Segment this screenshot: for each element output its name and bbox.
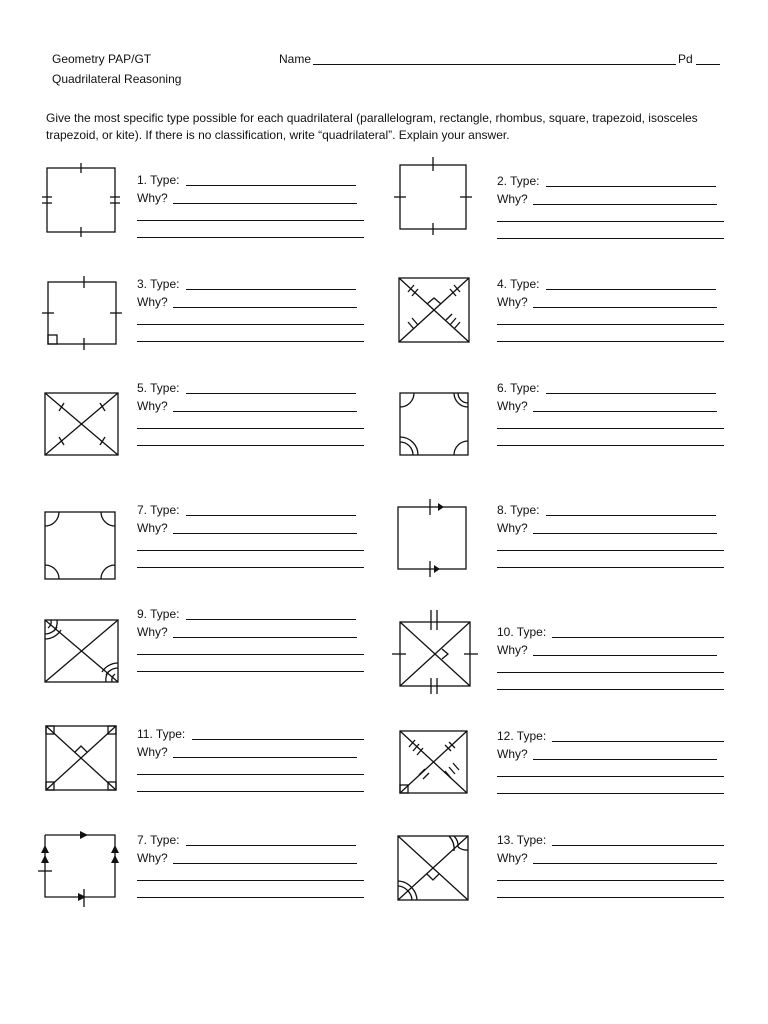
course-title: Geometry PAP/GT [52,52,152,66]
explanation-line[interactable] [497,880,724,881]
name-label: Name [279,52,312,66]
explanation-line[interactable] [497,221,724,222]
explanation-line[interactable] [497,324,724,325]
problem-11 [137,727,367,797]
why-answer-line[interactable] [533,759,717,760]
explanation-line[interactable] [497,793,724,794]
type-label: 6. Type: [497,381,540,395]
explanation-line[interactable] [497,672,724,673]
explanation-line[interactable] [137,445,364,446]
type-answer-line[interactable] [546,393,716,394]
figure-9-quadrilateral [40,612,130,692]
period-label: Pd [678,52,693,66]
why-label: Why? [137,295,168,309]
type-label: 10. Type: [497,625,547,639]
why-answer-line[interactable] [173,203,357,204]
figure-10-quadrilateral [392,608,482,698]
why-label: Why? [137,191,168,205]
why-answer-line[interactable] [533,307,717,308]
why-answer-line[interactable] [173,411,357,412]
type-label: 1. Type: [137,173,180,187]
type-label: 7. Type: [137,833,180,847]
explanation-line[interactable] [137,567,364,568]
why-label: Why? [497,521,528,535]
figure-5-quadrilateral [40,385,130,465]
problem-9 [137,607,367,677]
explanation-line[interactable] [497,567,724,568]
explanation-line[interactable] [497,689,724,690]
why-answer-line[interactable] [533,863,717,864]
type-label: 3. Type: [137,277,180,291]
type-label: 13. Type: [497,833,547,847]
why-label: Why? [137,521,168,535]
problem-2 [497,174,727,244]
explanation-line[interactable] [137,550,364,551]
figure-13-quadrilateral [392,830,482,910]
why-answer-line[interactable] [173,307,357,308]
instructions: Give the most specific type possible for each quadrilateral (parallelogram, rectangle, rhombus, square, trapezoid, isosceles trapezoid, or kite). If there is no classification, write “quadrilateral”. Explain your answer. [46,111,698,142]
figure-7b-quadrilateral [36,825,126,910]
type-answer-line[interactable] [546,515,716,516]
why-answer-line[interactable] [533,411,717,412]
explanation-line[interactable] [137,237,364,238]
why-answer-line[interactable] [533,204,717,205]
explanation-line[interactable] [137,220,364,221]
type-answer-line[interactable] [552,741,724,742]
why-answer-line[interactable] [173,637,357,638]
explanation-line[interactable] [137,654,364,655]
explanation-line[interactable] [137,428,364,429]
why-answer-line[interactable] [533,533,717,534]
figure-6-quadrilateral [392,385,482,465]
problem-6 [497,381,727,451]
why-label: Why? [497,192,528,206]
type-label: 4. Type: [497,277,540,291]
problem-12 [497,729,727,799]
why-label: Why? [497,747,528,761]
type-label: 2. Type: [497,174,540,188]
explanation-line[interactable] [137,671,364,672]
problem-5 [137,381,367,451]
explanation-line[interactable] [497,776,724,777]
type-answer-line[interactable] [186,845,356,846]
period-field[interactable] [696,64,720,65]
explanation-line[interactable] [137,774,364,775]
why-label: Why? [137,399,168,413]
type-answer-line[interactable] [186,619,356,620]
worksheet-subtitle: Quadrilateral Reasoning [52,72,182,86]
type-answer-line[interactable] [552,845,724,846]
explanation-line[interactable] [137,324,364,325]
explanation-line[interactable] [497,897,724,898]
figure-4-quadrilateral [392,272,482,352]
type-label: 8. Type: [497,503,540,517]
type-answer-line[interactable] [552,637,724,638]
problem-13 [497,833,727,903]
type-label: 7. Type: [137,503,180,517]
figure-2-quadrilateral [392,155,482,240]
name-field[interactable] [313,64,676,65]
why-answer-line[interactable] [173,863,357,864]
why-label: Why? [137,625,168,639]
explanation-line[interactable] [497,428,724,429]
why-label: Why? [497,399,528,413]
type-answer-line[interactable] [186,289,356,290]
why-label: Why? [137,851,168,865]
figure-12-quadrilateral [395,725,475,800]
explanation-line[interactable] [137,791,364,792]
type-answer-line[interactable] [546,186,716,187]
type-label: 9. Type: [137,607,180,621]
why-answer-line[interactable] [533,655,717,656]
why-answer-line[interactable] [173,757,357,758]
explanation-line[interactable] [497,238,724,239]
why-label: Why? [497,851,528,865]
explanation-line[interactable] [497,445,724,446]
figure-3-quadrilateral [40,272,130,352]
problem-7 [137,503,367,573]
figure-11-quadrilateral [40,720,130,800]
problem-10 [497,625,727,695]
explanation-line[interactable] [137,897,364,898]
type-label: 5. Type: [137,381,180,395]
type-answer-line[interactable] [186,393,356,394]
problem-1 [137,173,367,243]
figure-7-quadrilateral [40,505,130,585]
why-answer-line[interactable] [173,533,357,534]
why-label: Why? [137,745,168,759]
problem-3 [137,277,367,347]
type-label: 12. Type: [497,729,547,743]
explanation-line[interactable] [137,880,364,881]
explanation-line[interactable] [137,341,364,342]
problem-4 [497,277,727,347]
explanation-line[interactable] [497,550,724,551]
problem-8 [497,503,727,573]
type-answer-line[interactable] [546,289,716,290]
type-answer-line[interactable] [192,739,364,740]
type-label: 11. Type: [137,727,186,741]
problem-7b [137,833,367,903]
explanation-line[interactable] [497,341,724,342]
type-answer-line[interactable] [186,185,356,186]
type-answer-line[interactable] [186,515,356,516]
figure-1-quadrilateral [40,160,130,240]
figure-8-quadrilateral [392,495,482,585]
why-label: Why? [497,295,528,309]
why-label: Why? [497,643,528,657]
